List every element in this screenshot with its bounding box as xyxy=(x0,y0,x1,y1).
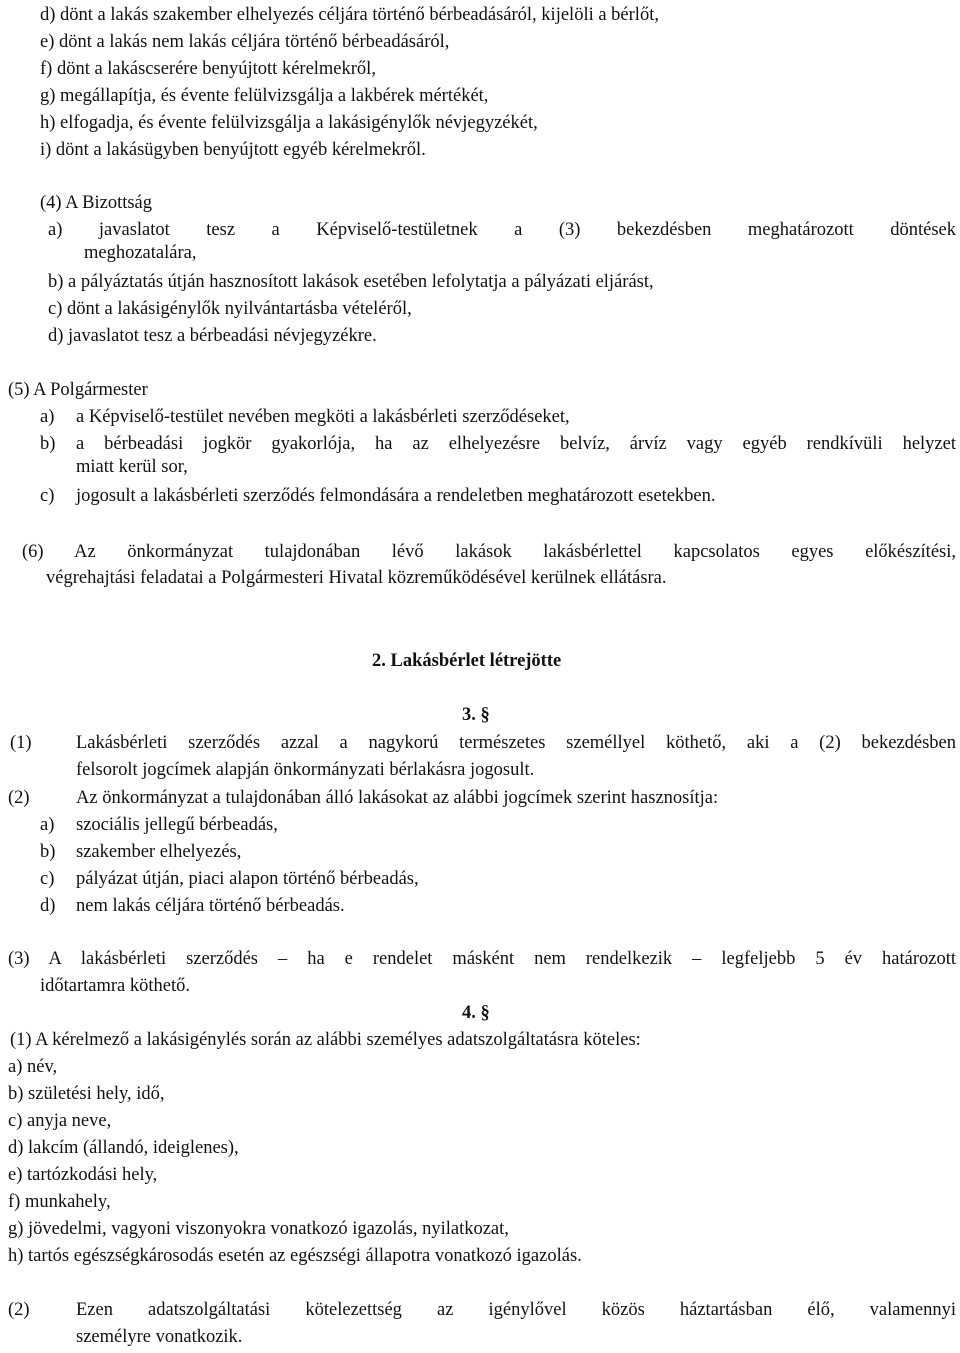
s3-item-text: szakember elhelyezés, xyxy=(76,842,242,862)
s3-item-label: c) xyxy=(40,869,55,889)
s2-item-d: d) dönt a lakás szakember elhelyezés céljára történő bérbeadásáról, kijelöli a bérlőt, xyxy=(40,5,659,25)
s4-p2-line2: személyre vonatkozik. xyxy=(76,1327,243,1347)
s4-p1: (1) A kérelmező a lakásigénylés során az alábbi személyes adatszolgáltatásra köteles: xyxy=(10,1030,641,1050)
s4-item: b) születési hely, idő, xyxy=(8,1084,165,1104)
s2-item-i: i) dönt a lakásügyben benyújtott egyéb kérelmekről. xyxy=(40,140,426,160)
p5-item-c: jogosult a lakásbérleti szerződés felmondására a rendeletben meghatározott esetekben. xyxy=(76,486,716,506)
s2-item-g: g) megállapítja, és évente felülvizsgálja a lakbérek mértékét, xyxy=(40,86,489,106)
s3-p1-line1: Lakásbérleti szerződés azzal a nagykorú természetes személlyel köthető, aki a (2) bekezdésben xyxy=(76,733,956,753)
p6-line2: végrehajtási feladatai a Polgármesteri Hivatal közreműködésével kerülnek ellátásra. xyxy=(46,568,667,588)
s4-p2-label: (2) xyxy=(8,1300,30,1320)
s4-item: h) tartós egészségkárosodás esetén az egészségi állapotra vonatkozó igazolás. xyxy=(8,1246,582,1266)
section-heading: 2. Lakásbérlet létrejötte xyxy=(372,651,562,671)
s4-item: a) név, xyxy=(8,1057,58,1077)
s3-title: 3. § xyxy=(462,705,490,725)
p6-line1: (6) Az önkormányzat tulajdonában lévő lakások lakásbérlettel kapcsolatos egyes előkészítési, xyxy=(22,542,956,562)
p5-label-a: a) xyxy=(40,407,55,427)
p4-item-a-line2: meghozatalára, xyxy=(84,243,197,263)
s3-p1-label: (1) xyxy=(10,733,32,753)
s4-p2-line1: Ezen adatszolgáltatási kötelezettség az igénylővel közös háztartásban élő, valamennyi xyxy=(76,1300,956,1320)
s3-item-label: a) xyxy=(40,815,55,835)
p5-item-b-line2: miatt kerül sor, xyxy=(76,457,188,477)
s3-p3-line1: (3) A lakásbérleti szerződés – ha e rendelet másként nem rendelkezik – legfeljebb 5 év határozott xyxy=(8,949,956,969)
p5-item-b-line1: a bérbeadási jogkör gyakorlója, ha az elhelyezésre belvíz, árvíz vagy egyéb rendkívüli helyzet xyxy=(76,434,956,454)
s3-p1-line2: felsorolt jogcímek alapján önkormányzati bérlakásra jogosult. xyxy=(76,760,535,780)
s2-item-e: e) dönt a lakás nem lakás céljára történő bérbeadásáról, xyxy=(40,32,450,52)
s2-item-h: h) elfogadja, és évente felülvizsgálja a lakásigénylők névjegyzékét, xyxy=(40,113,538,133)
p4-item-a-line1: a) javaslatot tesz a Képviselő-testületnek a (3) bekezdésben meghatározott döntések xyxy=(48,220,956,240)
s2-item-f: f) dönt a lakáscserére benyújtott kérelmekről, xyxy=(40,59,376,79)
s3-item-text: szociális jellegű bérbeadás, xyxy=(76,815,278,835)
p5-item-a: a Képviselő-testület nevében megköti a lakásbérleti szerződéseket, xyxy=(76,407,570,427)
s3-item-label: b) xyxy=(40,842,56,862)
s3-p2-label: (2) xyxy=(8,788,30,808)
p4-item-b: b) a pályáztatás útján hasznosított lakások esetében lefolytatja a pályázati eljárást, xyxy=(48,272,654,292)
s3-p2: Az önkormányzat a tulajdonában álló lakásokat az alábbi jogcímek szerint hasznosítja: xyxy=(76,788,719,808)
s4-item: g) jövedelmi, vagyoni viszonyokra vonatkozó igazolás, nyilatkozat, xyxy=(8,1219,509,1239)
s4-title: 4. § xyxy=(462,1003,490,1023)
p4-item-c: c) dönt a lakásigénylők nyilvántartásba vételéről, xyxy=(48,299,412,319)
s4-item: c) anyja neve, xyxy=(8,1111,112,1131)
s4-item: f) munkahely, xyxy=(8,1192,111,1212)
p5-label-b: b) xyxy=(40,434,56,454)
p5-title: (5) A Polgármester xyxy=(8,380,148,400)
s3-p3-line2: időtartamra köthető. xyxy=(40,976,191,996)
s3-item-text: nem lakás céljára történő bérbeadás. xyxy=(76,896,345,916)
p4-item-d: d) javaslatot tesz a bérbeadási névjegyzékre. xyxy=(48,326,377,346)
s3-item-label: d) xyxy=(40,896,56,916)
p4-title: (4) A Bizottság xyxy=(40,193,153,213)
p5-label-c: c) xyxy=(40,486,55,506)
s4-item: d) lakcím (állandó, ideiglenes), xyxy=(8,1138,239,1158)
s3-item-text: pályázat útján, piaci alapon történő bérbeadás, xyxy=(76,869,419,889)
s4-item: e) tartózkodási hely, xyxy=(8,1165,158,1185)
